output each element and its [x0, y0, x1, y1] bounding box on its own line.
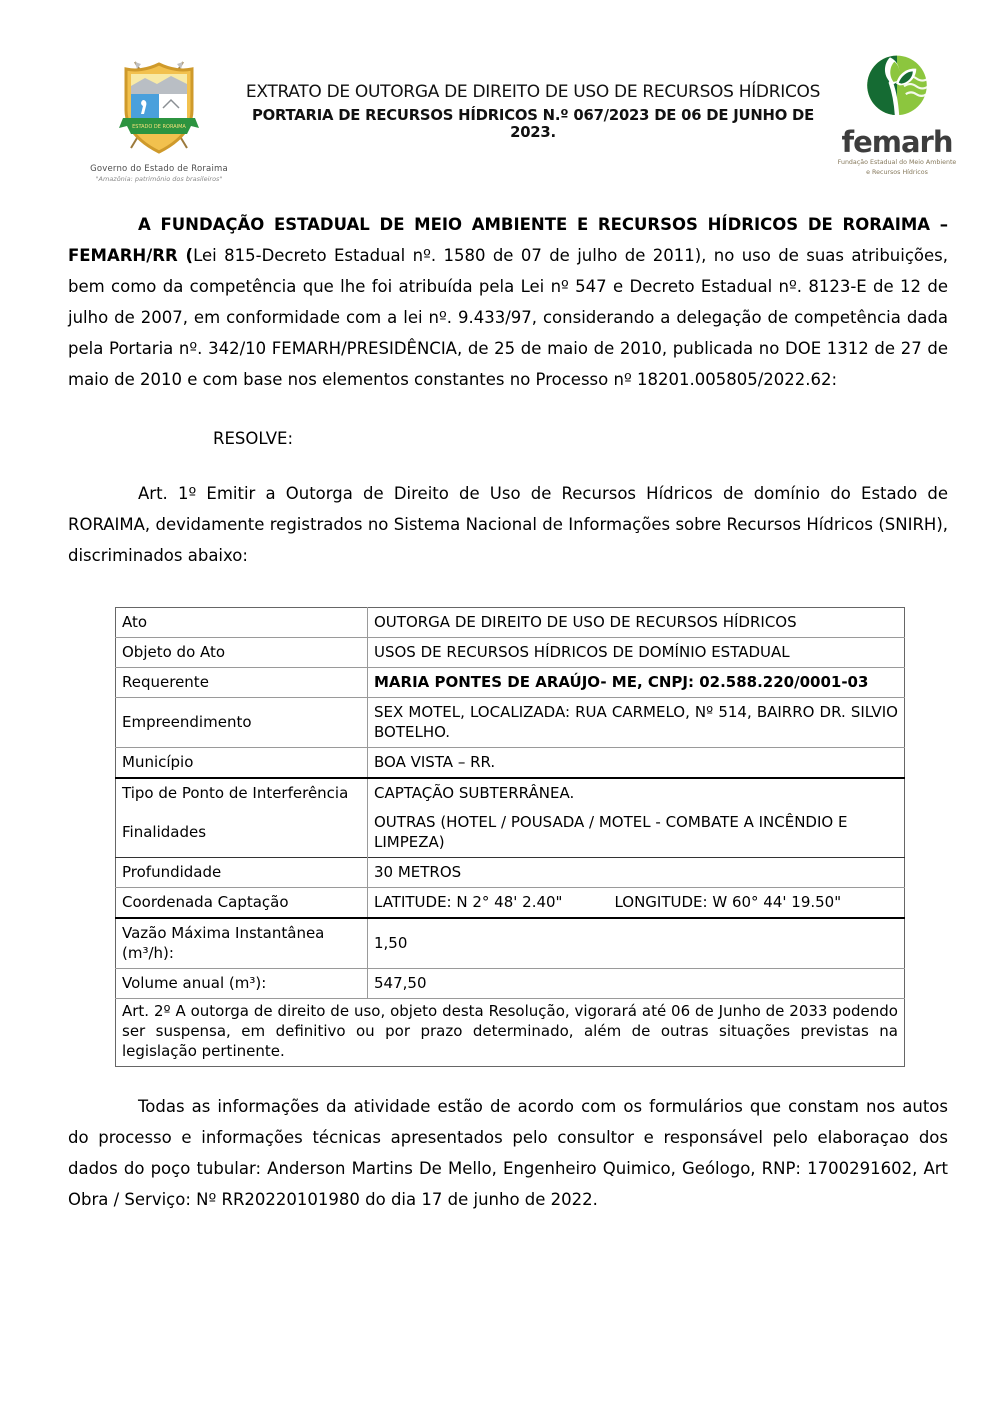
- row-label: Objeto do Ato: [116, 638, 368, 668]
- femarh-wordmark: femarh: [841, 125, 953, 159]
- opening-paragraph-rest: Lei 815-Decreto Estadual nº. 1580 de 07 de julho de 2011), no uso de suas atribuições, bem como da competência que lhe foi atribuída pela Lei nº 547 e Decreto Estadual nº. 8123-E de 12 de julho de 2007, em conformidade com a lei nº. 9.433/97, considerando a delegação de competência dada pela Portaria nº. 342/10 FEMARH/PRESIDÊNCIA, de 25 de maio de 2010, publicada no DOE 1312 de 27 de maio de 2010 e com base nos elementos constantes no Processo nº 18201.005805/2022.62:: [68, 246, 948, 389]
- document-title: EXTRATO DE OUTORGA DE DIREITO DE USO DE RECURSOS HÍDRICOS: [245, 82, 821, 102]
- shield-banner-text: ESTADO DE RORAIMA: [132, 124, 186, 130]
- row-value: USOS DE RECURSOS HÍDRICOS DE DOMÍNIO ESTADUAL: [368, 638, 905, 668]
- roraima-coat-of-arms-icon: [95, 56, 223, 158]
- table-row-municipio: [116, 748, 905, 779]
- roraima-government-logo: [84, 56, 234, 183]
- resolve-heading: RESOLVE:: [213, 429, 294, 448]
- row-label: Volume anual (m³):: [116, 969, 368, 999]
- row-label: Profundidade: [116, 858, 368, 888]
- table-row-coordenada: [116, 888, 905, 919]
- gov-logo-caption: Governo do Estado de Roraima: [90, 164, 228, 174]
- document-body: [0, 209, 1000, 1215]
- row-value: MARIA PONTES DE ARAÚJO- ME, CNPJ: 02.588.220/0001-03: [368, 668, 905, 698]
- femarh-logo: [832, 52, 962, 177]
- closing-paragraph: Todas as informações da atividade estão de acordo com os formulários que constam nos autos do processo e informações técnicas apresentados pelo consultor e responsável pelo elaboraçao dos dados do poço tubular: Anderson Martins De Mello, Engenheiro Quimico, Geólogo, RNP: 1700291602, Art Obra / Serviço: Nº RR20220101980 do dia 17 de junho de 2022.: [68, 1097, 948, 1209]
- latitude-value: LATITUDE: N 2° 48' 2.40": [374, 893, 563, 911]
- row-label: Município: [116, 748, 368, 779]
- table-row-requerente: [116, 668, 905, 698]
- longitude-value: LONGITUDE: W 60° 44' 19.50": [614, 893, 842, 911]
- row-label: Coordenada Captação: [116, 888, 368, 919]
- row-value: OUTORGA DE DIREITO DE USO DE RECURSOS HÍDRICOS: [374, 613, 797, 631]
- row-value: 30 METROS: [368, 858, 905, 888]
- row-value: 547,50: [368, 969, 905, 999]
- article-1-paragraph: Art. 1º Emitir a Outorga de Direito de Uso de Recursos Hídricos de domínio do Estado de RORAIMA, devidamente registrados no Sistema Nacional de Informações sobre Recursos Hídricos (SNIRH), discriminados abaixo:: [68, 484, 948, 565]
- row-value: OUTRAS (HOTEL / POUSADA / MOTEL - COMBATE A INCÊNDIO E LIMPEZA): [374, 813, 848, 851]
- table-row-profundidade: [116, 858, 905, 888]
- row-label: Tipo de Ponto de Interferência: [116, 778, 368, 808]
- grant-details-table: [115, 607, 905, 1067]
- row-value: 1,50: [368, 918, 905, 969]
- row-label: Requerente: [116, 668, 368, 698]
- row-value: [368, 888, 905, 919]
- row-label: Vazão Máxima Instantânea (m³/h):: [116, 918, 368, 969]
- table-row-objeto: [116, 638, 905, 668]
- article-2-text: Art. 2º A outorga de direito de uso, objeto desta Resolução, vigorará até 06 de Junho de 2033 podendo ser suspensa, em definitivo ou por prazo determinado, além de outras situações previstas na legislação pertinente.: [116, 999, 905, 1067]
- table-row-article-2: [116, 999, 905, 1067]
- table-row-volume: [116, 969, 905, 999]
- table-row-ato: [116, 608, 905, 638]
- row-label: Ato: [116, 608, 368, 638]
- gov-logo-tagline: "Amazônia: patrimônio dos brasileiros": [95, 175, 223, 183]
- femarh-caption-line1: Fundação Estadual do Meio Ambiente: [837, 159, 957, 166]
- document-subtitle: PORTARIA DE RECURSOS HÍDRICOS N.º 067/2023 DE 06 DE JUNHO DE 2023.: [251, 107, 815, 141]
- table-row-finalidades: [116, 808, 905, 858]
- femarh-caption-line2: e Recursos Hídricos: [866, 168, 928, 176]
- table-row-empreendimento: [116, 698, 905, 748]
- opening-paragraph-bold-lead: A FUNDAÇÃO ESTADUAL DE MEIO AMBIENTE E RECURSOS HÍDRICOS DE RORAIMA – FEMARH/RR (: [68, 215, 948, 265]
- document-title-block: [234, 82, 832, 141]
- row-value: CAPTAÇÃO SUBTERRÂNEA.: [368, 778, 905, 808]
- document-header: [0, 0, 1000, 183]
- row-value: BOA VISTA – RR.: [368, 748, 905, 779]
- opening-paragraph: [68, 209, 948, 395]
- femarh-leaf-icon: [855, 52, 939, 124]
- row-value: SEX MOTEL, LOCALIZADA: RUA CARMELO, Nº 514, BAIRRO DR. SILVIO BOTELHO.: [368, 698, 905, 748]
- row-label: Empreendimento: [116, 698, 368, 748]
- table-row-tipo-ponto: [116, 778, 905, 808]
- table-row-vazao: [116, 918, 905, 969]
- row-label: Finalidades: [116, 808, 368, 858]
